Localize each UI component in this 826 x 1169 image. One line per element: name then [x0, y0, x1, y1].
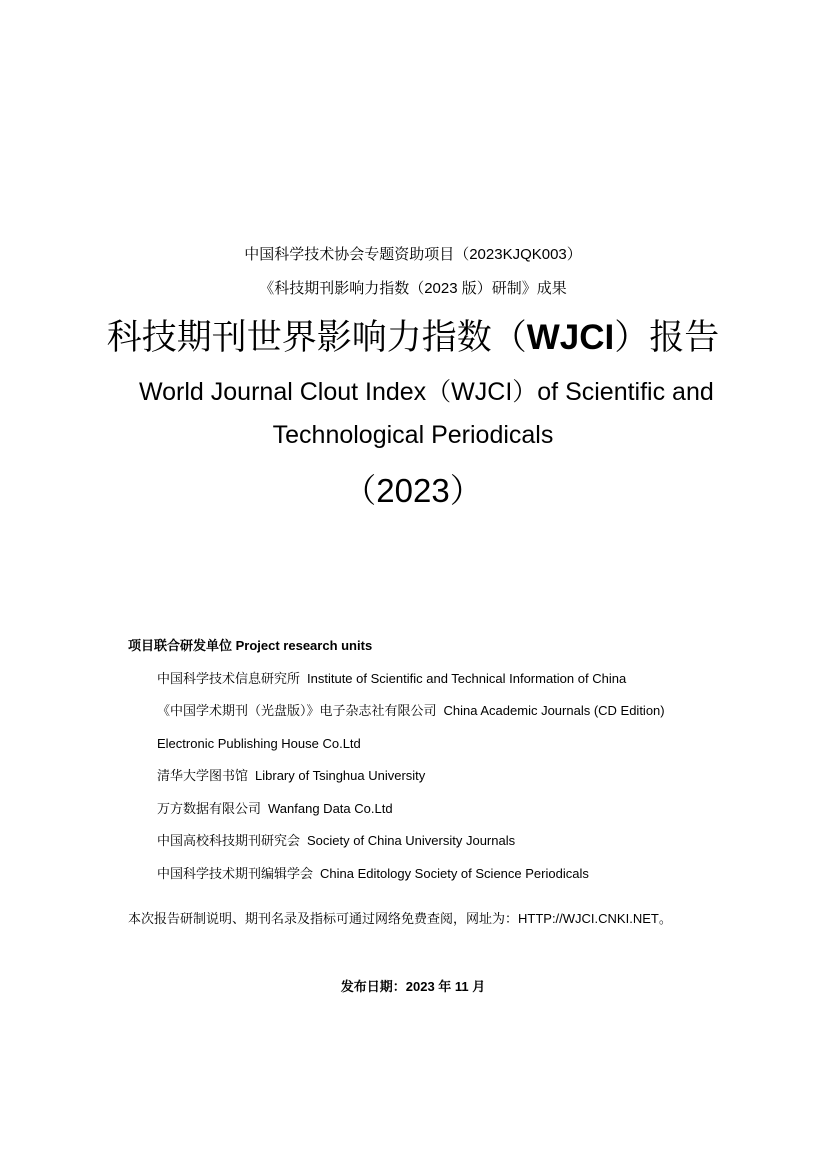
research-unit-item — [157, 831, 515, 851]
research-unit-name-zh: 清华大学图书馆 — [157, 768, 249, 783]
research-unit-item — [157, 864, 589, 884]
access-note: 本次报告研制说明、期刊名录及指标可通过网络免费查阅，网址为：HTTP://WJCI.CNKI.NET。 — [128, 911, 672, 926]
funding-project-line: 中国科学技术协会专题资助项目（2023KJQK003） — [244, 246, 582, 263]
english-title-line-1: World Journal Clout Index（WJCI）of Scientific and — [139, 378, 714, 406]
research-unit-item — [157, 799, 393, 819]
main-title-zh-suffix: ）报告 — [614, 318, 720, 357]
research-unit-name-en: Institute of Scientific and Technical Information of China — [307, 671, 627, 686]
research-unit-item-continuation — [157, 734, 361, 754]
research-unit-name-zh: 中国科学技术信息研究所 — [157, 671, 301, 686]
research-unit-name-zh: 《中国学术期刊（光盘版）》电子杂志社有限公司 — [157, 703, 437, 718]
research-unit-name-zh: 万方数据有限公司 — [157, 801, 262, 816]
research-unit-name-en: Electronic Publishing House Co.Ltd — [157, 736, 361, 751]
english-title-line-2: Technological Periodicals — [272, 421, 554, 449]
research-unit-item — [157, 701, 665, 721]
report-year: （2023） — [343, 472, 483, 509]
research-unit-name-zh: 中国科学技术期刊编辑学会 — [157, 866, 314, 881]
research-unit-name-en: China Academic Journals (CD Edition) — [443, 703, 665, 718]
achievement-line: 《科技期刊影响力指数（2023 版）研制》成果 — [259, 280, 567, 297]
main-title-zh-abbr: WJCI — [526, 318, 615, 357]
research-unit-name-en: Wanfang Data Co.Ltd — [268, 801, 393, 816]
research-units-heading: 项目联合研发单位 Project research units — [128, 638, 373, 653]
research-unit-name-en: China Editology Society of Science Periodicals — [320, 866, 589, 881]
main-title-zh — [0, 314, 826, 362]
research-unit-name-en: Library of Tsinghua University — [255, 768, 426, 783]
main-title-zh-prefix: 科技期刊世界影响力指数（ — [106, 318, 527, 357]
research-unit-name-zh: 中国高校科技期刊研究会 — [157, 833, 301, 848]
release-date: 发布日期：2023 年 11 月 — [340, 979, 486, 994]
research-unit-item — [157, 766, 425, 786]
research-unit-item — [157, 669, 626, 689]
research-unit-name-en: Society of China University Journals — [307, 833, 516, 848]
